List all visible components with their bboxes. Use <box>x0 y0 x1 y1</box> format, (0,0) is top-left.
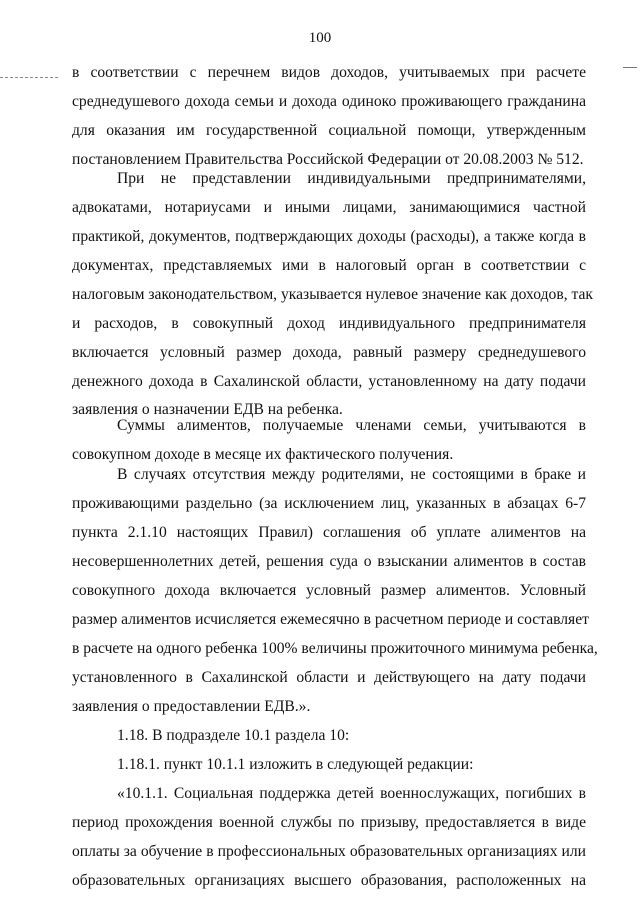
quote-10-1-1-line-2: период прохождения военной службы по призыву, предоставляется в виде <box>72 814 586 831</box>
paragraph-2-line-1: При не представлении индивидуальными предпринимателями, <box>117 170 586 187</box>
section-1-18-heading: 1.18. В подразделе 10.1 раздела 10: <box>117 727 350 744</box>
page-number: 100 <box>308 30 332 46</box>
quote-10-1-1-line-3: оплаты за обучение в профессиональных образовательных организациях или <box>72 843 586 860</box>
paragraph-4-line-6: размер алиментов исчисляется ежемесячно в расчетном периоде и составляет <box>72 611 589 628</box>
paragraph-4-line-5: совокупного дохода включается условный размер алиментов. Условный <box>72 582 586 599</box>
quote-10-1-1-line-4: образовательных организациях высшего образования, расположенных на <box>72 872 586 889</box>
quote-10-1-1-line-1: «10.1.1. Социальная поддержка детей военнослужащих, погибших в <box>117 785 586 802</box>
paragraph-4-line-7: в расчете на одного ребенка 100% величины прожиточного минимума ребенка, <box>72 640 598 657</box>
scan-dash-left <box>0 77 58 79</box>
paragraph-2-line-8: денежного дохода в Сахалинской области, установленному на дату подачи <box>72 373 586 390</box>
scan-dash-right <box>623 67 637 68</box>
paragraph-4-line-3: пункта 2.1.10 настоящих Правил) соглашения об уплате алиментов на <box>72 524 586 541</box>
paragraph-3-line-2: совокупном доходе в месяце их фактического получения. <box>72 446 454 463</box>
paragraph-4-line-4: несовершеннолетних детей, решения суда о взыскании алиментов в состав <box>72 553 586 570</box>
section-1-18-1-heading: 1.18.1. пункт 10.1.1 изложить в следующей редакции: <box>117 756 474 773</box>
paragraph-3-line-1: Суммы алиментов, получаемые членами семьи, учитываются в <box>117 417 586 434</box>
paragraph-1-line-3: для оказания им государственной социальной помощи, утвержденным <box>72 122 586 139</box>
paragraph-2-line-2: адвокатами, нотариусами и иными лицами, занимающимися частной <box>72 199 586 216</box>
paragraph-4-line-9: заявления о предоставлении ЕДВ.». <box>72 698 311 715</box>
paragraph-2-line-4: документах, представляемых ими в налоговый орган в соответствии с <box>72 257 586 274</box>
paragraph-1-line-4: постановлением Правительства Российской Федерации от 20.08.2003 № 512. <box>72 151 584 168</box>
paragraph-4-line-8: установленного в Сахалинской области и действующего на дату подачи <box>72 669 586 686</box>
paragraph-4-line-1: В случаях отсутствия между родителями, не состоящими в браке и <box>117 466 586 483</box>
paragraph-1-line-1: в соответствии с перечнем видов доходов, учитываемых при расчете <box>72 64 586 81</box>
paragraph-2-line-7: включается условный размер дохода, равный размеру среднедушевого <box>72 344 586 361</box>
paragraph-2-line-3: практикой, документов, подтверждающих доходы (расходы), а также когда в <box>72 228 586 245</box>
paragraph-1-line-2: среднедушевого дохода семьи и дохода одиноко проживающего гражданина <box>72 93 586 110</box>
paragraph-2-line-5: налоговым законодательством, указывается нулевое значение как доходов, так <box>72 286 593 303</box>
paragraph-2-line-9: заявления о назначении ЕДВ на ребенка. <box>72 401 343 418</box>
paragraph-2-line-6: и расходов, в совокупный доход индивидуального предпринимателя <box>72 315 586 332</box>
paragraph-4-line-2: проживающими раздельно (за исключением лиц, указанных в абзацах 6-7 <box>72 495 586 512</box>
